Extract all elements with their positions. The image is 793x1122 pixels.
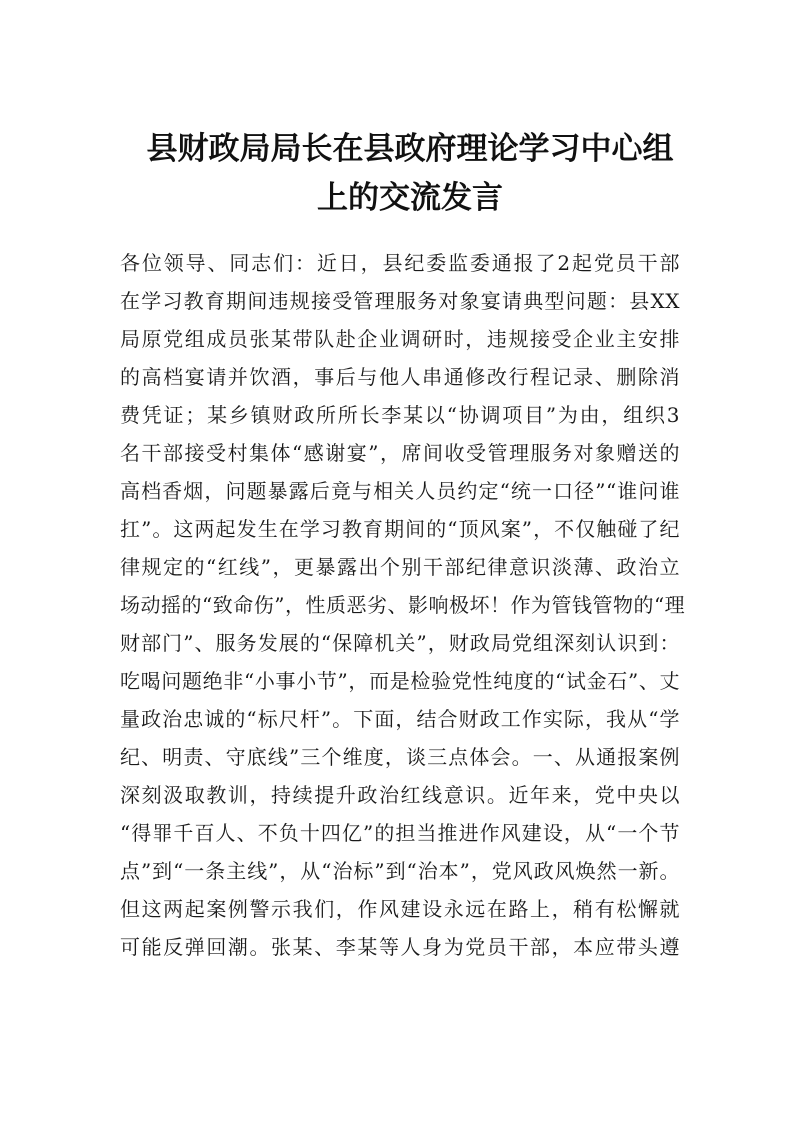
body-line: 律规定的“红线”，更暴露出个别干部纪律意识淡薄、政治立 — [120, 555, 680, 579]
body-line: 但这两起案例警示我们，作风建设永远在路上，稍有松懈就 — [120, 897, 680, 921]
body-line: 纪、明责、守底线”三个维度，谈三点体会。一、从通报案例 — [120, 745, 680, 769]
body-line: 名干部接受村集体“感谢宴”，席间收受管理服务对象赠送的 — [120, 441, 680, 465]
body-line: 高档香烟，问题暴露后竟与相关人员约定“统一口径”“谁问谁 — [120, 479, 680, 503]
body-line: 量政治忠诚的“标尺杆”。下面，结合财政工作实际，我从“学 — [120, 707, 680, 731]
body-line: 吃喝问题绝非“小事小节”，而是检验党性纯度的“试金石”、丈 — [120, 669, 680, 693]
body-line: 的高档宴请并饮酒，事后与他人串通修改行程记录、删除消 — [120, 365, 680, 389]
body-line: 场动摇的“致命伤”，性质恶劣、影响极坏！作为管钱管物的“理 — [120, 593, 686, 617]
body-line: 财部门”、服务发展的“保障机关”，财政局党组深刻认识到： — [120, 631, 680, 655]
document-title-line-2: 上的交流发言 — [317, 180, 503, 216]
body-line: 扛”。这两起发生在学习教育期间的“顶风案”，不仅触碰了纪 — [120, 517, 680, 541]
body-line: 可能反弹回潮。张某、李某等人身为党员干部，本应带头遵 — [120, 935, 680, 959]
body-line: 费凭证；某乡镇财政所所长李某以“协调项目”为由，组织3 — [120, 403, 680, 427]
body-line: 深刻汲取教训，持续提升政治红线意识。近年来，党中央以 — [120, 783, 680, 807]
body-line: “得罪千百人、不负十四亿”的担当推进作风建设，从“一个节 — [120, 821, 680, 845]
body-line: 在学习教育期间违规接受管理服务对象宴请典型问题：县XX — [120, 289, 680, 313]
body-line: 点”到“一条主线”，从“治标”到“治本”，党风政风焕然一新。 — [120, 859, 680, 883]
document-title-line-1: 县财政局局长在县政府理论学习中心组 — [146, 131, 674, 167]
body-line: 局原党组成员张某带队赴企业调研时，违规接受企业主安排 — [120, 327, 680, 351]
body-line: 各位领导、同志们：近日，县纪委监委通报了2起党员干部 — [120, 251, 680, 275]
